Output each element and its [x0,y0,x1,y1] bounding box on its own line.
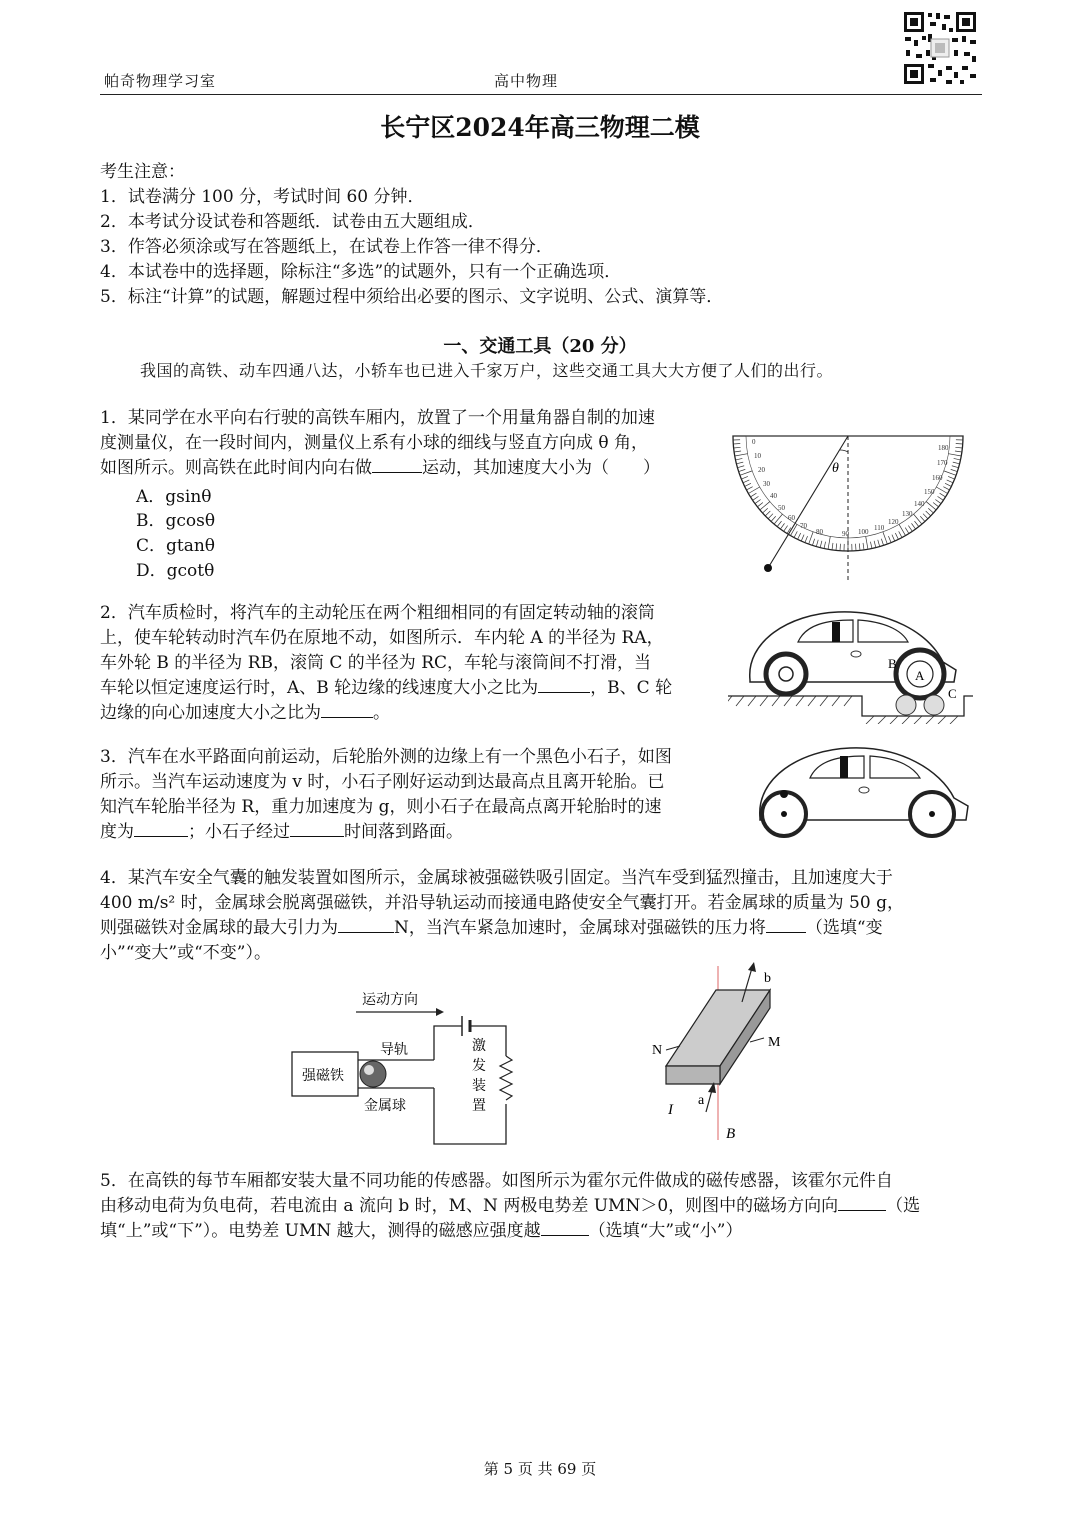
q4-line: 小”“变大”或“不变”）。 [100,943,271,963]
q2-line: 上，使车轮转动时汽车仍在原地不动，如图所示．车内轮 A 的半径为 RA， [100,628,664,648]
metal-ball [360,1061,386,1087]
scale-label: 170 [937,459,948,467]
q2-line-5: 边缘的向心加速度大小之比为 。 [100,703,390,723]
q4-line: 400 m/s² 时，金属球会脱离强磁铁，并沿导轨运动而接通电路使安全气囊打开。若金属球的质量为 50 g， [100,893,904,913]
answer-blank [321,701,373,718]
protractor-figure [728,428,968,588]
roller [896,695,916,715]
label-m: M [768,1035,781,1050]
q4-line: 4．某汽车安全气囊的触发装置如图所示，金属球被强磁铁吸引固定。当汽车受到猛烈撞击，且加速度大于 [100,868,893,888]
header-center: 高中物理 [494,72,559,90]
q2-line: 车外轮 B 的半径为 RB，滚筒 C 的半径为 RC，车轮与滚筒间不打滑，当 [100,653,652,673]
scale-label: 10 [754,452,761,460]
q1-line-3: 如图所示。则高铁在此时间内向右做 运动，其加速度大小为（ ） [100,458,660,478]
header-rule [100,94,982,95]
scale-label: 20 [758,466,765,474]
car-pebble-figure [746,742,978,842]
q3-line: 所示。当汽车运动速度为 v 时，小石子刚好运动到达最高点且离开轮胎。已 [100,772,665,792]
q3-line: 3．汽车在水平路面向前运动，后轮胎外测的边缘上有一个黑色小石子，如图 [100,747,672,767]
magnet-label: 强磁铁 [302,1069,344,1084]
scale-label: 180 [938,444,949,452]
hall-element-figure [646,962,796,1144]
q3-line-4: 度为 ；小石子经过 时间落到路面。 [100,822,463,842]
label-a: A [915,668,925,683]
page-title: 长宁区2024年高三物理二模 [380,113,700,142]
q1-option-a: A．gsinθ [136,487,212,507]
scale-label: 40 [770,492,777,500]
label-a: a [698,1093,705,1108]
q1-option-c: C．gtanθ [136,536,216,556]
section-intro: 我国的高铁、动车四通八达，小轿车也已进入千家万户，这些交通工具大大方便了人们的出行。 [140,361,834,380]
answer-blank [838,1194,886,1211]
q5-line-2: 由移动电荷为负电荷，若电流由 a 流向 b 时，M、N 两极电势差 UMN＞0，则图中的磁场方向向 （选 [100,1196,921,1216]
answer-blank [372,456,422,473]
scale-label: 150 [924,488,935,496]
notice-item: 2．本考试分设试卷和答题纸．试卷由五大题组成． [100,212,485,232]
airbag-trigger-figure [288,986,528,1148]
label-n: N [652,1043,663,1058]
notice-item: 1．试卷满分 100 分，考试时间 60 分钟． [100,187,425,207]
page-footer: 第 5 页 共 69 页 [483,1460,597,1478]
direction-label: 运动方向 [362,993,418,1008]
pendulum-ball [764,564,772,572]
scale-label: 30 [763,480,770,488]
device-label: 发 [472,1059,486,1074]
device-label: 激 [472,1039,486,1054]
q1-line: 1．某同学在水平向右行驶的高铁车厢内，放置了一个用量角器自制的加速 [100,408,655,428]
pebble [780,790,788,798]
label-b: b [764,971,771,986]
notice-heading: 考生注意： [100,162,185,182]
q5-line: 5．在高铁的每节车厢都安装大量不同功能的传感器。如图所示为霍尔元件做成的磁传感器，该霍尔元件自 [100,1171,893,1191]
scale-label: 140 [914,500,925,508]
roller [924,695,944,715]
answer-blank [134,820,188,837]
answer-blank [541,1219,589,1236]
scale-label: 90 [842,530,849,538]
q4-line-3: 则强磁铁对金属球的最大引力为 N，当汽车紧急加速时，金属球对强磁铁的压力将 （选填“变 [100,918,883,938]
label-c: C [948,686,957,701]
answer-blank [766,916,806,933]
device-label: 装 [472,1079,486,1094]
q3-line: 知汽车轮胎半径为 R，重力加速度为 g，则小石子在最高点离开轮胎时的速 [100,797,662,817]
scale-label: 70 [800,522,807,530]
label-field-b: B [726,1126,736,1142]
scale-label: 100 [858,528,869,536]
scale-label: 110 [874,524,885,532]
q1-option-d: D．gcotθ [136,561,215,581]
q1-option-b: B．gcosθ [136,511,216,531]
answer-blank [338,916,394,933]
q5-line-3: 填“上”或“下”）。电势差 UMN 越大，测得的磁感应强度越 （选填“大”或“小”） [100,1221,743,1241]
scale-label: 160 [932,474,943,482]
rail-label: 导轨 [380,1043,408,1058]
scale-label: 0 [752,438,756,446]
scale-label: 50 [778,504,785,512]
device-label: 置 [472,1099,486,1114]
ball-label: 金属球 [364,1099,406,1114]
car-rollers-figure [728,602,973,724]
answer-blank [538,676,590,693]
q2-line: 2．汽车质检时，将汽车的主动轮压在两个粗细相同的有固定转动轴的滚筒 [100,603,655,623]
theta-label: θ [832,461,839,476]
header-left: 帕奇物理学习室 [104,72,217,90]
q2-line-4: 车轮以恒定速度运行时，A、B 轮边缘的线速度大小之比为 ，B、C 轮 [100,678,673,698]
scale-label: 80 [816,528,823,536]
scale-label: 130 [902,510,913,518]
front-wheel [766,654,806,694]
notice-item: 5．标注“计算”的试题，解题过程中须给出必要的图示、文字说明、公式、演算等． [100,287,724,307]
q1-line: 度测量仪，在一段时间内，测量仪上系有小球的细线与竖直方向成 θ 角， [100,433,649,453]
label-i: I [668,1102,673,1118]
resistor [500,1056,512,1100]
qr-code-icon [902,10,978,86]
scale-label: 60 [788,514,795,522]
answer-blank [290,820,344,837]
label-b: B [888,656,897,671]
notice-item: 4．本试卷中的选择题，除标注“多选”的试题外，只有一个正确选项． [100,262,622,282]
scale-label: 120 [888,518,899,526]
section-title: 一、交通工具（20 分） [443,336,637,357]
notice-item: 3．作答必须涂或写在答题纸上，在试卷上作答一律不得分． [100,237,553,257]
